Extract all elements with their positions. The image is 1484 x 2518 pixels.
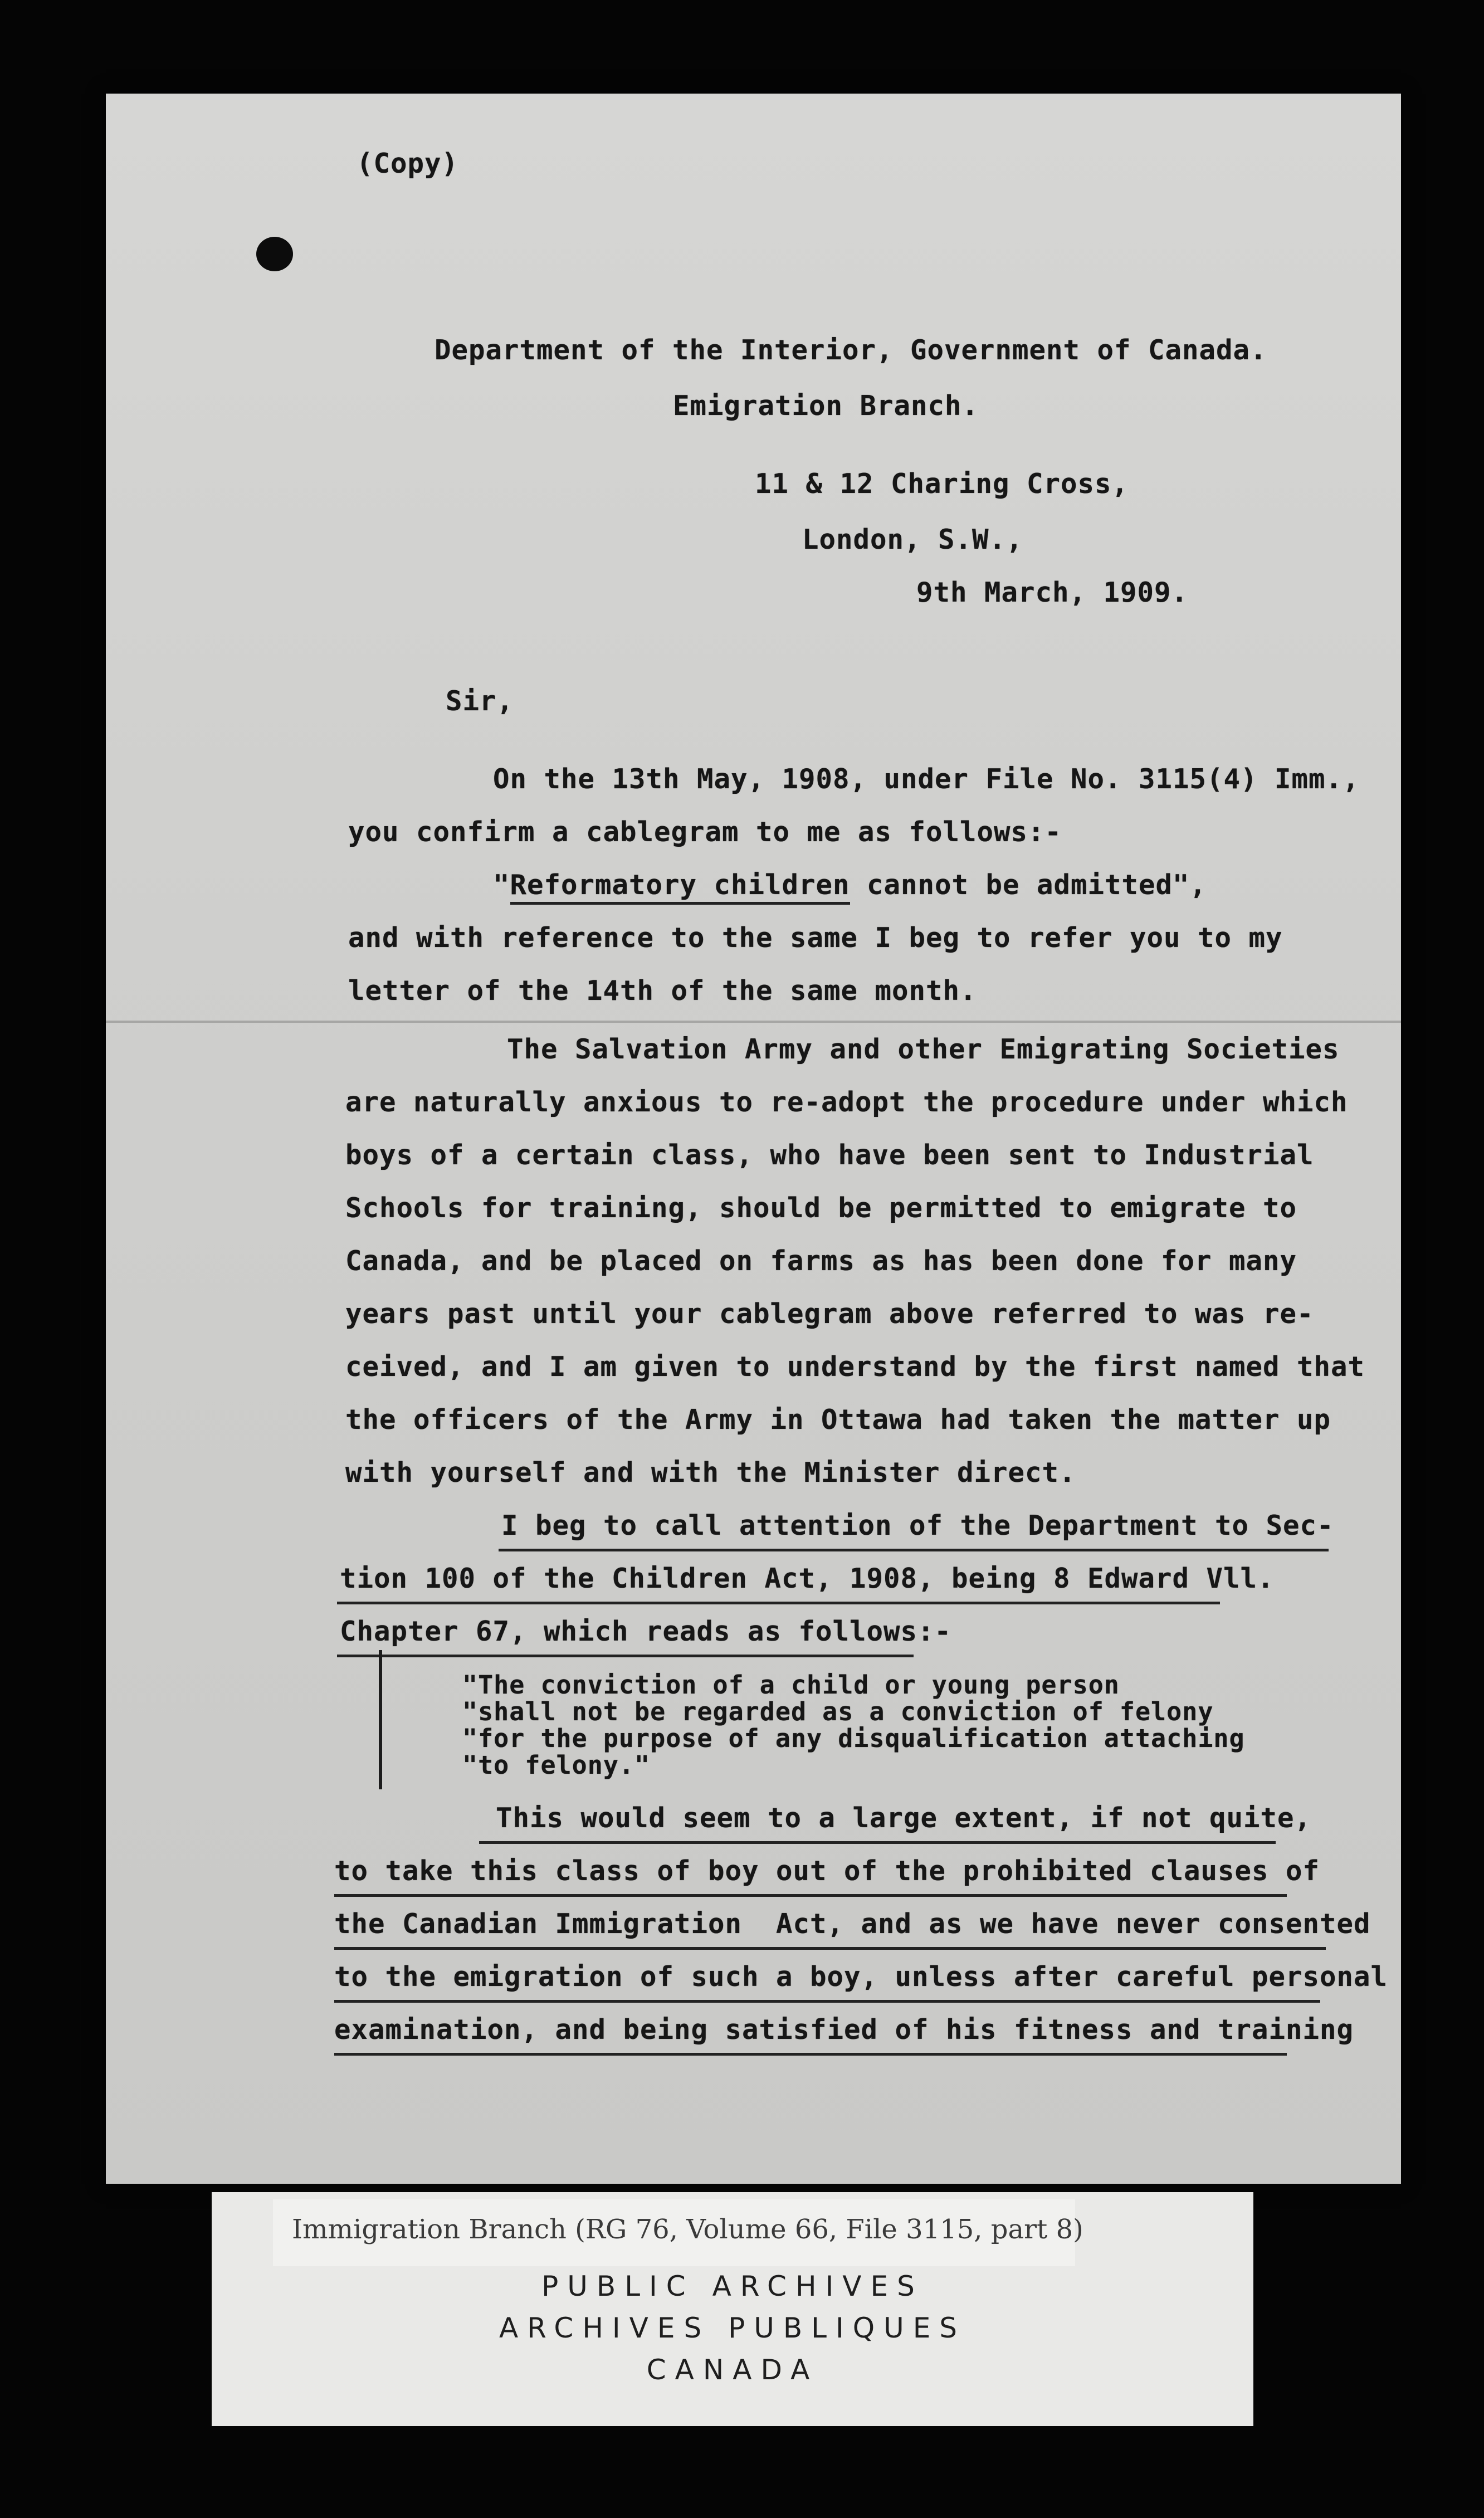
quote-open: " [493,869,510,901]
underline-rule [337,1602,1220,1604]
department-heading: Department of the Interior, Government of Canada. [435,334,1267,366]
underline-rule [334,1947,1326,1950]
address-line-1: 11 & 12 Charing Cross, [755,468,1129,500]
ink-blot [256,237,293,271]
body-line: are naturally anxious to re-adopt the procedure under which [345,1086,1348,1118]
underlined-line: tion 100 of the Children Act, 1908, being 8 Edward Vll. [340,1563,1275,1594]
stamp-line: CANADA [646,2354,819,2386]
body-line: ceived, and I am given to understand by the first named that [345,1351,1365,1383]
underlined-line: Chapter 67, which reads as follows:- [340,1616,952,1647]
blockquote-line: "for the purpose of any disqualification attaching [462,1724,1245,1753]
archive-reference: Immigration Branch (RG 76, Volume 66, File 3115, part 8) [292,2214,1083,2245]
body-line: the officers of the Army in Ottawa had taken the matter up [345,1404,1331,1436]
body-line: years past until your cablegram above referred to was re- [345,1298,1314,1330]
body-line: boys of a certain class, who have been sent to Industrial [345,1139,1314,1171]
salutation: Sir, [446,685,514,717]
stamp-line: ARCHIVES PUBLIQUES [499,2312,966,2344]
blockquote-line: "to felony." [462,1750,651,1780]
underlined-line: examination, and being satisfied of his fitness and training [334,2014,1354,2046]
underline-rule [479,1841,1276,1844]
archive-reference-label [273,2199,1083,2266]
body-line: and with reference to the same I beg to refer you to my [348,922,1283,954]
underlined-line: This would seem to a large extent, if not quite, [496,1802,1312,1834]
underlined-line: I beg to call attention of the Department to Sec- [501,1510,1334,1541]
underlined-phrase: Reformatory children [510,869,850,905]
quoted-cablegram [493,869,1207,901]
underlined-line: the Canadian Immigration Act, and as we have never consented [334,1908,1371,1940]
blockquote-line: "The conviction of a child or young person [462,1670,1120,1700]
body-line: you confirm a cablegram to me as follows:- [348,816,1062,848]
body-line: On the 13th May, 1908, under File No. 3115(4) Imm., [493,763,1360,795]
underline-rule [334,1894,1287,1897]
body-line: with yourself and with the Minister direct. [345,1457,1076,1489]
underline-rule [334,2053,1287,2056]
underline-rule [499,1549,1329,1551]
underlined-line: to the emigration of such a boy, unless after careful personal [334,1961,1388,1993]
stamp-line: PUBLIC ARCHIVES [541,2270,924,2302]
quote-rest: cannot be admitted", [850,869,1207,901]
body-line: Canada, and be placed on farms as has been done for many [345,1245,1297,1277]
underline-rule [334,2000,1320,2003]
blockquote-line: "shall not be regarded as a conviction of felony [462,1697,1214,1726]
fold-line [106,1021,1401,1023]
margin-bracket [379,1650,382,1789]
letter-date: 9th March, 1909. [916,577,1189,608]
underlined-line: to take this class of boy out of the prohibited clauses of [334,1855,1320,1887]
body-line: The Salvation Army and other Emigrating Societies [507,1033,1340,1065]
underline-rule [337,1655,914,1657]
body-line: Schools for training, should be permitted to emigrate to [345,1192,1297,1224]
body-line: letter of the 14th of the same month. [348,975,977,1007]
copy-mark: (Copy) [357,148,459,179]
address-line-2: London, S.W., [802,524,1023,555]
branch-heading: Emigration Branch. [673,390,979,422]
